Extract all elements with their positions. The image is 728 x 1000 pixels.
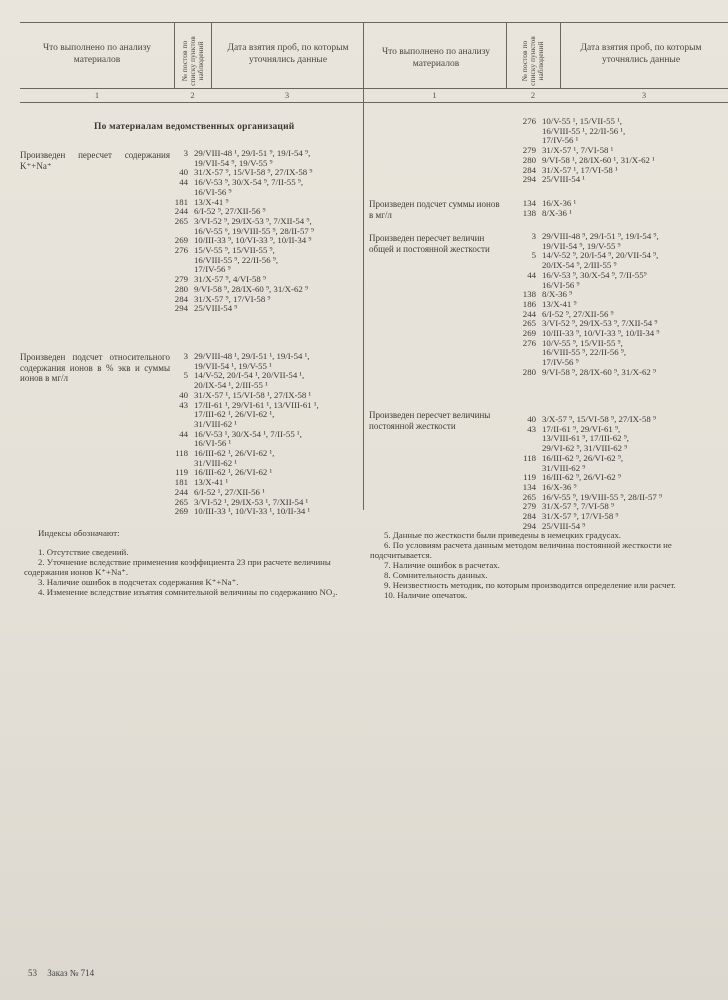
colnum-right-1: 1 bbox=[432, 90, 437, 100]
header-dates-right: Дата взятия проб, по которым уточнялись данные bbox=[580, 43, 702, 65]
right-desc-permanent-hardness: Произведен пересчет величины постоянной жесткости bbox=[369, 410, 491, 431]
table-row bbox=[168, 295, 314, 305]
sample-dates: 31/X-57 ¹, 15/VI-58 ¹, 27/IX-58 ¹ bbox=[194, 389, 312, 400]
note-6: 6. По условиям расчета данным методом величина постоянной жесткости не подсчитывается. bbox=[370, 540, 672, 560]
note-4: 4. Изменение вследствие изъятия сомнительной величины по содержанию NO₂. bbox=[38, 587, 338, 597]
colnum-left-2: 2 bbox=[190, 90, 195, 100]
col-divider-4 bbox=[560, 22, 561, 88]
station-number: 244 bbox=[522, 308, 536, 319]
sample-dates: 16/III-62 ¹, 26/VI-62 ¹, bbox=[194, 448, 275, 459]
right-desc-sum-ions: Произведен подсчет суммы ионов в мг/л bbox=[369, 199, 500, 220]
station-number bbox=[168, 362, 194, 372]
header-what-left: Что выполнено по анализу материалов bbox=[42, 43, 152, 65]
station-number: 44 bbox=[179, 177, 188, 188]
sample-dates: 31/VIII-62 ¹ bbox=[194, 457, 237, 468]
sample-dates: 10/V-55 ¹, 15/VII-55 ¹, bbox=[542, 116, 622, 126]
station-number: 186 bbox=[522, 298, 536, 309]
sample-dates: 13/VIII-61 ⁹, 17/III-62 ⁹, bbox=[542, 433, 629, 444]
section-title: По материалам ведомственных организаций bbox=[94, 122, 295, 132]
note-1: 1. Отсутствие сведений. bbox=[38, 547, 129, 557]
sample-dates: 3/VI-52 ⁹, 29/IX-53 ⁹, 7/XII-54 ⁹, bbox=[194, 215, 312, 226]
station-number: 5 bbox=[531, 250, 536, 261]
sample-dates: 17/IV-56 ⁹ bbox=[194, 264, 231, 275]
sample-dates: 9/VI-58 ¹, 28/IX-60 ¹, 31/X-62 ¹ bbox=[542, 154, 655, 165]
sample-dates: 16/X-36 ¹ bbox=[542, 198, 577, 208]
station-number: 269 bbox=[522, 328, 536, 339]
page-number: 53 bbox=[28, 968, 37, 978]
station-number: 134 bbox=[522, 481, 536, 492]
header-stations-right: № постов по списку пунктов наблюдений bbox=[520, 36, 545, 86]
sample-dates: 17/III-62 ¹, 26/VI-62 ¹, bbox=[194, 409, 275, 420]
sample-dates: 25/VIII-54 ¹ bbox=[542, 174, 585, 185]
table-row bbox=[168, 410, 319, 420]
notes-left bbox=[24, 528, 350, 597]
left-desc-relative-ions: Произведен подсчет относительного содержания ионов в % экв и суммы ионов в мг/л bbox=[20, 352, 170, 383]
station-number: 118 bbox=[523, 452, 536, 463]
sample-dates: 31/X-57 ⁹, 17/VI-58 ⁹ bbox=[542, 511, 619, 522]
station-number: 44 bbox=[527, 269, 536, 280]
sample-dates: 29/VIII-48 ⁹, 29/I-51 ⁹, 19/I-54 ⁹, bbox=[542, 231, 659, 241]
station-number: 119 bbox=[175, 467, 188, 478]
note-3: 3. Наличие ошибок в подсчетах содержания K⁺+Na⁺. bbox=[38, 577, 239, 587]
col-divider-1 bbox=[174, 22, 175, 88]
order-number: Заказ № 714 bbox=[47, 968, 95, 978]
notes-title: Индексы обозначают: bbox=[38, 528, 120, 538]
station-number: 3 bbox=[183, 351, 188, 361]
station-number: 276 bbox=[522, 337, 536, 348]
station-number: 284 bbox=[522, 164, 536, 175]
sample-dates: 16/III-62 ⁹, 26/VI-62 ⁹, bbox=[542, 452, 624, 463]
sample-dates: 16/VI-56 ⁹ bbox=[194, 186, 232, 197]
sample-dates: 31/X-57 ¹, 17/VI-58 ¹ bbox=[542, 164, 618, 175]
sample-dates: 19/VII-54 ⁹, 19/V-55 ⁹ bbox=[542, 240, 621, 251]
sample-dates: 19/VII-54 ¹, 19/V-55 ¹ bbox=[194, 360, 272, 371]
colnum-left-3: 3 bbox=[284, 90, 290, 100]
table-row bbox=[168, 507, 319, 517]
station-number: 279 bbox=[522, 501, 536, 512]
sample-dates: 31/X-57 ⁹, 17/VI-58 ⁹ bbox=[194, 293, 271, 304]
sample-dates: 31/X-57 ⁹, 15/VI-58 ⁹, 27/IX-58 ⁹ bbox=[194, 167, 313, 178]
station-number: 265 bbox=[522, 318, 536, 329]
note-9: 9. Неизвестность методик, по которым производится определение или расчет. bbox=[384, 580, 676, 590]
sample-dates: 16/VIII-55 ⁹, 22/II-56 ⁹, bbox=[194, 254, 279, 265]
sample-dates: 10/III-33 ¹, 10/VI-33 ¹, 10/II-34 ¹ bbox=[194, 506, 311, 517]
table-row bbox=[516, 512, 662, 522]
table-row bbox=[516, 209, 576, 219]
right-desc-total-hardness: Произведен пересчет величин общей и постоянной жесткости bbox=[369, 233, 490, 254]
station-number: 181 bbox=[174, 477, 188, 488]
page-footer bbox=[28, 968, 102, 978]
sample-dates: 16/V-55 ⁶, 19/VIII-55 ⁹, 28/II-57 ⁹ bbox=[194, 225, 315, 236]
sample-dates: 14/V-52, 20/I-54 ¹, 20/VII-54 ¹, bbox=[194, 370, 305, 381]
sample-dates: 13/X-41 ¹ bbox=[194, 477, 229, 488]
note-8: 8. Сомнительность данных. bbox=[384, 570, 488, 580]
sample-dates: 9/VI-58 ⁹, 28/IX-60 ⁹, 31/X-62 ⁹ bbox=[194, 283, 309, 294]
sample-dates: 16/X-36 ⁹ bbox=[542, 481, 577, 492]
sample-dates: 31/VIII-62 ⁹ bbox=[542, 462, 586, 473]
header-stations-left: № постов по списку пунктов наблюдений bbox=[180, 36, 205, 86]
colnum-left-1: 1 bbox=[94, 90, 100, 100]
station-number: 181 bbox=[174, 196, 188, 207]
station-number: 294 bbox=[522, 520, 536, 531]
station-number: 284 bbox=[174, 293, 188, 304]
table-row bbox=[516, 281, 659, 291]
sample-dates: 17/IV-56 ¹ bbox=[542, 135, 579, 146]
note-5: 5. Данные по жесткости были приведены в немецких градусах. bbox=[384, 530, 621, 540]
station-number: 244 bbox=[174, 206, 188, 217]
sample-dates: 19/VII-54 ⁹, 19/V-55 ⁹ bbox=[194, 157, 273, 168]
sample-dates: 17/IV-56 ⁹ bbox=[542, 357, 579, 368]
station-number bbox=[516, 434, 542, 444]
station-number bbox=[516, 127, 542, 137]
station-number: 276 bbox=[522, 116, 536, 126]
sample-dates: 6/I-52 ⁹, 27/XII-56 ⁹ bbox=[542, 308, 614, 319]
sample-dates: 13/X-41 ⁹ bbox=[542, 298, 577, 309]
table-row bbox=[168, 178, 314, 188]
station-number bbox=[516, 348, 542, 358]
table-row bbox=[168, 430, 319, 440]
sample-dates: 9/VI-58 ⁹, 28/IX-60 ⁹, 31/X-62 ⁹ bbox=[542, 366, 657, 377]
table-top-rule bbox=[20, 22, 728, 23]
station-number bbox=[168, 256, 194, 266]
station-number: 280 bbox=[522, 154, 536, 165]
sample-dates: 25/VIII-54 ⁹ bbox=[194, 303, 238, 314]
sample-dates: 16/III-62 ¹, 26/VI-62 ¹ bbox=[194, 467, 273, 478]
table-row bbox=[168, 256, 314, 266]
data-table bbox=[0, 22, 728, 531]
sample-dates: 16/V-53 ⁹, 30/X-54 ⁹, 7/II-55⁹ bbox=[542, 269, 647, 280]
sample-dates: 17/II-61 ¹, 29/VI-61 ¹, 13/VIII-61 ¹, bbox=[194, 399, 319, 410]
table-row bbox=[516, 127, 655, 137]
station-number: 244 bbox=[174, 486, 188, 497]
header-dates-left: Дата взятия проб, по которым уточнялись данные bbox=[227, 43, 349, 65]
sample-dates: 16/VI-56 ¹ bbox=[194, 438, 232, 449]
station-number: 265 bbox=[522, 491, 536, 502]
station-number: 44 bbox=[179, 428, 188, 439]
sample-dates: 15/V-55 ⁹, 15/VII-55 ⁹, bbox=[194, 245, 275, 256]
station-number: 280 bbox=[522, 366, 536, 377]
sample-dates: 10/III-33 ⁹, 10/VI-33 ⁹, 10/II-34 ⁹ bbox=[542, 328, 660, 339]
station-number: 40 bbox=[527, 414, 536, 424]
sample-dates: 16/VIII-55 ¹, 22/II-56 ¹, bbox=[542, 125, 626, 136]
note-2: 2. Уточнение вследствие применения коэффициента 23 при расчете величины содержания ионов K⁺+Na⁺. bbox=[24, 557, 331, 577]
sample-dates: 3/X-57 ⁹, 15/VI-58 ⁹, 27/IX-58 ⁹ bbox=[542, 414, 657, 424]
header-what-right: Что выполнено по анализу материалов bbox=[381, 47, 491, 69]
sample-dates: 16/III-62 ⁹, 26/VI-62 ⁹ bbox=[542, 472, 621, 483]
station-number: 280 bbox=[174, 283, 188, 294]
station-number bbox=[168, 410, 194, 420]
sample-dates: 16/V-53 ¹, 30/X-54 ¹, 7/II-55 ¹, bbox=[194, 428, 302, 439]
sample-dates: 10/V-55 ⁹, 15/VII-55 ⁹, bbox=[542, 337, 623, 348]
station-number: 43 bbox=[179, 399, 188, 410]
sample-dates: 29/VIII-48 ¹, 29/I-51 ¹, 19/I-54 ¹, bbox=[194, 351, 310, 361]
station-number: 279 bbox=[522, 145, 536, 156]
left-rows-1 bbox=[168, 149, 314, 314]
table-row bbox=[168, 188, 314, 198]
station-number: 269 bbox=[174, 235, 188, 246]
sample-dates: 16/V-55 ⁹, 19/VIII-55 ⁹, 28/II-57 ⁹ bbox=[542, 491, 663, 502]
note-10: 10. Наличие опечаток. bbox=[384, 590, 468, 600]
station-number: 43 bbox=[527, 423, 536, 434]
station-number: 119 bbox=[523, 472, 536, 483]
station-number: 134 bbox=[522, 198, 536, 208]
sample-dates: 10/III-33 ⁹, 10/VI-33 ⁹, 10/II-34 ⁹ bbox=[194, 235, 312, 246]
sample-dates: 14/V-52 ⁹, 20/I-54 ⁹, 20/VII-54 ⁹, bbox=[542, 250, 659, 261]
station-number: 5 bbox=[183, 370, 188, 381]
right-rows-3 bbox=[516, 415, 662, 531]
table-row bbox=[168, 468, 319, 478]
sample-dates: 31/X-57 ⁹, 4/VI-58 ⁹ bbox=[194, 274, 267, 285]
colnum-right-2: 2 bbox=[530, 90, 536, 100]
sample-dates: 31/X-57 ¹, 7/VI-58 ¹ bbox=[542, 145, 614, 156]
table-row bbox=[168, 304, 314, 314]
notes-right bbox=[370, 530, 706, 600]
station-number: 3 bbox=[183, 148, 188, 158]
station-number: 279 bbox=[174, 274, 188, 285]
sample-dates: 3/VI-52 ¹, 29/IX-53 ¹, 7/XII-54 ¹ bbox=[194, 496, 309, 507]
table-row bbox=[516, 175, 655, 185]
station-number: 138 bbox=[522, 207, 536, 218]
station-number: 294 bbox=[522, 174, 536, 185]
col-divider-2 bbox=[211, 22, 212, 88]
station-number: 294 bbox=[174, 303, 188, 314]
sample-dates: 3/VI-52 ⁹, 29/IX-53 ⁹, 7/XII-54 ⁹ bbox=[542, 318, 658, 329]
table-row bbox=[168, 449, 319, 459]
sample-dates: 6/I-52 ¹, 27/XII-56 ¹ bbox=[194, 486, 265, 497]
note-7: 7. Наличие ошибок в расчетах. bbox=[384, 560, 500, 570]
sample-dates: 17/II-61 ⁹, 29/VI-61 ⁹, bbox=[542, 423, 621, 434]
table-row bbox=[516, 271, 659, 281]
table-row bbox=[516, 368, 659, 378]
right-rows-1 bbox=[516, 199, 576, 218]
left-rows-2 bbox=[168, 352, 319, 517]
sample-dates: 25/VIII-54 ⁹ bbox=[542, 520, 586, 531]
station-number: 3 bbox=[531, 231, 536, 241]
table-row bbox=[516, 348, 659, 358]
station-number bbox=[516, 242, 542, 252]
sample-dates: 16/VIII-55 ⁹, 22/II-56 ⁹, bbox=[542, 347, 627, 358]
station-number: 138 bbox=[522, 289, 536, 300]
right-rows-0 bbox=[516, 117, 655, 185]
table-number-rule bbox=[20, 102, 728, 103]
table-row bbox=[516, 473, 662, 483]
sample-dates: 16/VI-56 ⁹ bbox=[542, 279, 580, 290]
sample-dates: 20/IX-54 ⁹, 2/III-55 ⁹ bbox=[542, 260, 617, 271]
colnum-right-3: 3 bbox=[641, 90, 647, 100]
station-number: 265 bbox=[174, 496, 188, 507]
station-number: 40 bbox=[179, 167, 188, 178]
station-number: 269 bbox=[174, 506, 188, 517]
station-number: 284 bbox=[522, 511, 536, 522]
station-number: 265 bbox=[174, 215, 188, 226]
sample-dates: 20/IX-54 ¹, 2/III-55 ¹ bbox=[194, 380, 268, 391]
table-row bbox=[516, 454, 662, 464]
sample-dates: 29/VIII-48 ¹, 29/I-51 ⁹, 19/I-54 ⁹, bbox=[194, 148, 311, 158]
sample-dates: 31/VIII-62 ¹ bbox=[194, 418, 237, 429]
sample-dates: 29/VI-62 ⁹, 31/VIII-62 ⁹ bbox=[542, 443, 628, 454]
station-number: 118 bbox=[175, 448, 188, 459]
table-header-rule bbox=[20, 88, 728, 89]
sample-dates: 8/X-36 ¹ bbox=[542, 207, 572, 218]
left-desc-recalc-kna: Произведен пересчет содержания K⁺+Na⁺ bbox=[20, 150, 170, 171]
station-number: 40 bbox=[179, 389, 188, 400]
right-rows-2 bbox=[516, 232, 659, 378]
table-row bbox=[516, 166, 655, 176]
sample-dates: 31/X-57 ⁹, 7/VI-58 ⁹ bbox=[542, 501, 615, 512]
sample-dates: 13/X-41 ⁹ bbox=[194, 196, 229, 207]
station-number: 276 bbox=[174, 245, 188, 256]
sample-dates: 16/V-53 ⁹, 30/X-54 ⁹, 7/II-55 ⁹, bbox=[194, 177, 304, 188]
sample-dates: 6/I-52 ⁹, 27/XII-56 ⁹ bbox=[194, 206, 266, 217]
col-divider-3 bbox=[506, 22, 507, 88]
sample-dates: 8/X-36 ⁹ bbox=[542, 289, 573, 300]
table-row bbox=[516, 290, 659, 300]
